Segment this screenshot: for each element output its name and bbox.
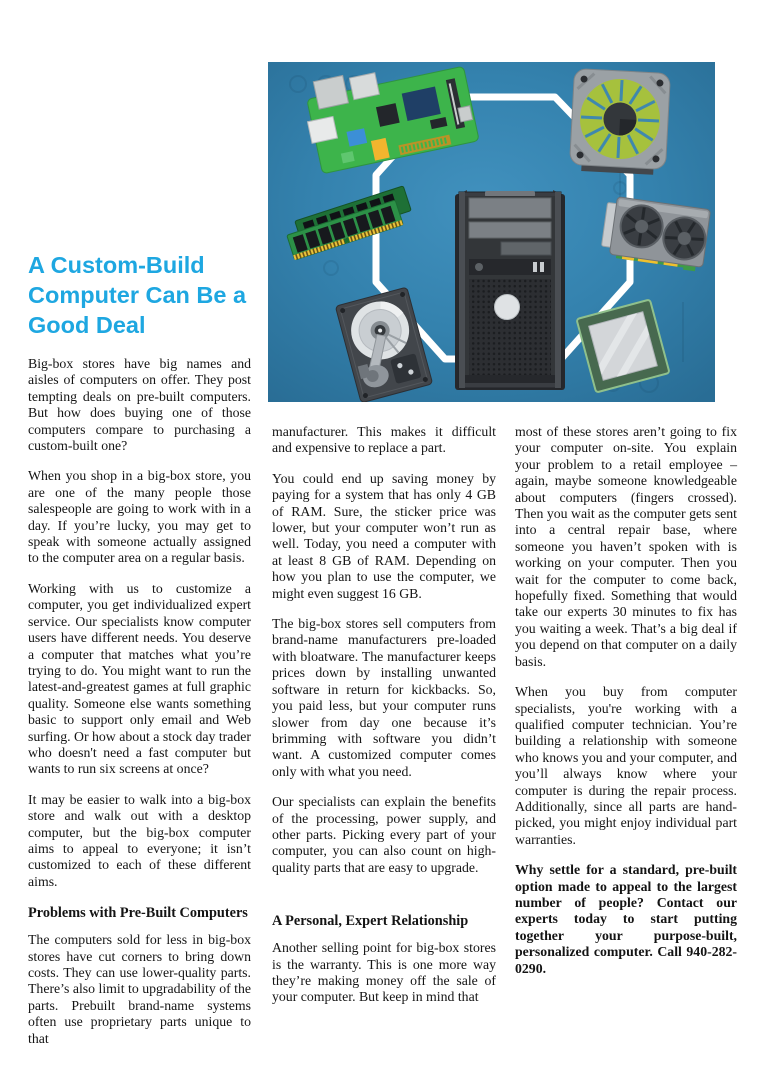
paragraph-mid-2: You could end up saving money by paying for a system that has only 4 GB of RAM. Sure, the sticker price was lower, but your computer won’t run as well. Today, you need a computer with at least 8 GB of RAM. Depending on how you plan to use the computer, we might even suggest 16 GB. — [272, 470, 496, 601]
paragraph-left-2: When you shop in a big-box store, you are one of the many people those salespeople are going to work with in a day. If you’re lucky, you may get to speak with someone actually assigned to the computer area on a regular basis. — [28, 468, 251, 566]
paragraph-left-1: Big-box stores have big names and aisles of computers on offer. They post tempting deals on pre-built computers. But how does buying one of those computers compare to purchasing a custom-built one? — [28, 356, 251, 454]
paragraph-right-1: most of these stores aren’t going to fix your computer on-site. You explain your problem to a retail employee – again, maybe someone knowledgeable about computers (fingers crossed). Then you wait as the computer gets sent into a central repair base, where someone you haven’t spoken with is working on your computer. Then you wait for the computer to come back, hopefully fixed. Something that would take our experts 30 minutes to fix has you waiting a week. That’s a big deal if you depend on that computer on a daily basis. — [515, 424, 737, 669]
column-right — [515, 424, 737, 991]
paragraph-left-4: It may be easier to walk into a big-box store and walk out with a desktop computer, but the big-box computer aims to appeal to everyone; it isn’t customized to each of these different aims. — [28, 791, 251, 889]
paragraph-mid-4: Our specialists can explain the benefits of the processing, power supply, and other parts. Picking every part of your computer, you can also count on high-quality parts that are easy to upgrade. — [272, 794, 496, 875]
subheading-relationship: A Personal, Expert Relationship — [272, 913, 469, 930]
closing-call-to-action: Why settle for a standard, pre-built option made to appeal to the largest number of people? Contact our experts today to start putting together your purpose-built, personalized computer. Call 940-282-0290. — [515, 862, 737, 976]
computer-tower-icon — [455, 190, 565, 390]
article-title: A Custom-Build Computer Can Be a Good Deal — [28, 252, 247, 338]
paragraph-left-5: The computers sold for less in big-box stores have cut corners to bring down costs. They can use lower-quality parts. There’s also limit to upgradability of the parts. Prebuilt brand-name systems often use proprietary parts unique to that — [28, 932, 252, 1046]
paragraph-mid-1: manufacturer. This makes it difficult and expensive to replace a part. — [272, 424, 496, 456]
paragraph-mid-3: The big-box stores sell computers from brand-name manufacturers pre-loaded with bloatware. The manufacturer keeps prices down by installing unwanted software in return for kickbacks. So, you paid less, but your computer runs slower from day one because it’s brimming with software you didn’t want. A customized computer comes only with what you need. — [272, 616, 496, 779]
illustration-svg — [268, 62, 715, 402]
subheading-problems: Problems with Pre-Built Computers — [28, 905, 248, 922]
cooling-fan-icon — [569, 69, 670, 176]
paragraph-mid-5: Another selling point for big-box stores is the warranty. This is one more way they’re making money off the sale of your computer. But keep in mind that — [272, 940, 496, 1005]
column-middle — [272, 424, 496, 1020]
column-left — [28, 250, 251, 1061]
computer-parts-illustration — [268, 62, 715, 402]
paragraph-right-2: When you buy from computer specialists, you're working with a qualified computer technician. You’re building a relationship with someone who knows you and your computer, and you’ll always know where your computer is during the repair process. Additionally, since all parts are hand-picked, you might enjoy individual part warranties. — [515, 684, 737, 847]
paragraph-left-3: Working with us to customize a computer, you get individualized expert service. Our specialists know computer users have different needs. You deserve a computer that matches what you’re trying to do. You might want to run the latest-and-greatest games at full graphic quality. Someone else wants something basic to support only email and Web surfing. Or how about a stock day trader who doesn't need a fast computer but wants to run six screens at once? — [28, 580, 251, 777]
